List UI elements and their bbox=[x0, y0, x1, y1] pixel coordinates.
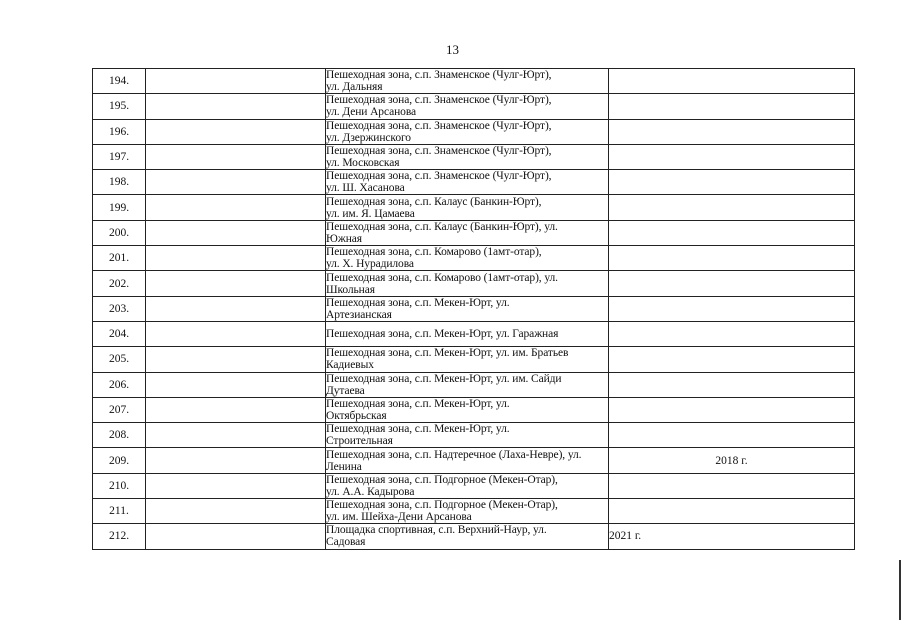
table-row bbox=[93, 473, 855, 498]
row-number: 201. bbox=[93, 246, 146, 271]
completion-year bbox=[609, 347, 855, 372]
description-line-2: Южная bbox=[326, 232, 362, 245]
empty-cell bbox=[146, 94, 326, 119]
completion-year: 2021 г. bbox=[609, 524, 855, 549]
completion-year bbox=[609, 144, 855, 169]
table-row bbox=[93, 69, 855, 94]
table-row bbox=[93, 448, 855, 473]
empty-cell bbox=[146, 423, 326, 448]
row-number: 202. bbox=[93, 271, 146, 296]
empty-cell bbox=[146, 499, 326, 524]
table-row bbox=[93, 144, 855, 169]
completion-year bbox=[609, 195, 855, 220]
table-row bbox=[93, 524, 855, 549]
completion-year bbox=[609, 499, 855, 524]
completion-year bbox=[609, 119, 855, 144]
description-line-1: Пешеходная зона, с.п. Знаменское (Чулг-Юрт), bbox=[326, 69, 552, 82]
object-description bbox=[326, 321, 609, 346]
description-line-2: ул. им. Я. Цамаева bbox=[326, 207, 415, 220]
empty-cell bbox=[146, 220, 326, 245]
object-description bbox=[326, 397, 609, 422]
description-line-1: Пешеходная зона, с.п. Мекен-Юрт, ул. bbox=[326, 398, 510, 410]
row-number: 204. bbox=[93, 321, 146, 346]
completion-year bbox=[609, 94, 855, 119]
object-description bbox=[326, 220, 609, 245]
row-number: 203. bbox=[93, 296, 146, 321]
object-description bbox=[326, 372, 609, 397]
description-line-2: Кадиевых bbox=[326, 359, 374, 372]
object-description bbox=[326, 347, 609, 372]
table-row bbox=[93, 195, 855, 220]
object-description bbox=[326, 271, 609, 296]
completion-year bbox=[609, 170, 855, 195]
description-line-2: ул. Ш. Хасанова bbox=[326, 182, 405, 195]
object-description bbox=[326, 69, 609, 94]
description-line-2: Строительная bbox=[326, 435, 393, 448]
page-number: 13 bbox=[446, 42, 459, 57]
table-row bbox=[93, 119, 855, 144]
table-row bbox=[93, 220, 855, 245]
description-line-2: ул. А.А. Кадырова bbox=[326, 485, 415, 498]
description-line-1: Пешеходная зона, с.п. Знаменское (Чулг-Юрт), bbox=[326, 94, 552, 107]
description-line-2: Дутаева bbox=[326, 384, 365, 397]
object-description bbox=[326, 296, 609, 321]
table-row bbox=[93, 372, 855, 397]
row-number: 198. bbox=[93, 170, 146, 195]
row-number: 209. bbox=[93, 448, 146, 473]
object-description bbox=[326, 195, 609, 220]
empty-cell bbox=[146, 246, 326, 271]
object-description bbox=[326, 94, 609, 119]
row-number: 206. bbox=[93, 372, 146, 397]
row-number: 197. bbox=[93, 144, 146, 169]
description-line-1: Пешеходная зона, с.п. Калаус (Банкин-Юрт), bbox=[326, 195, 542, 208]
empty-cell bbox=[146, 271, 326, 296]
registry-table bbox=[92, 68, 855, 550]
description-line-2: ул. Дальняя bbox=[326, 81, 383, 94]
empty-cell bbox=[146, 321, 326, 346]
row-number: 200. bbox=[93, 220, 146, 245]
object-description bbox=[326, 448, 609, 473]
table-row bbox=[93, 347, 855, 372]
empty-cell bbox=[146, 347, 326, 372]
table-row bbox=[93, 423, 855, 448]
row-number: 207. bbox=[93, 397, 146, 422]
table-row bbox=[93, 271, 855, 296]
completion-year bbox=[609, 423, 855, 448]
object-description bbox=[326, 246, 609, 271]
description-line-2: Артезианская bbox=[326, 308, 392, 321]
empty-cell bbox=[146, 296, 326, 321]
description-line-2: Ленина bbox=[326, 460, 362, 473]
description-line-2: Садовая bbox=[326, 536, 366, 549]
table-row bbox=[93, 94, 855, 119]
empty-cell bbox=[146, 170, 326, 195]
empty-cell bbox=[146, 195, 326, 220]
table-row bbox=[93, 397, 855, 422]
table-row bbox=[93, 499, 855, 524]
empty-cell bbox=[146, 372, 326, 397]
description-line-1: Пешеходная зона, с.п. Мекен-Юрт, ул. им. Сайди bbox=[326, 372, 562, 385]
table-row bbox=[93, 170, 855, 195]
description-line-1: Пешеходная зона, с.п. Подгорное (Мекен-Отар), bbox=[326, 499, 558, 512]
description-line-1: Пешеходная зона, с.п. Комарово (1амт-отар), ул. bbox=[326, 271, 558, 284]
row-number: 196. bbox=[93, 119, 146, 144]
scan-edge-mark bbox=[899, 560, 901, 620]
empty-cell bbox=[146, 69, 326, 94]
description-line-1: Пешеходная зона, с.п. Мекен-Юрт, ул. bbox=[326, 423, 510, 436]
empty-cell bbox=[146, 524, 326, 549]
description-line-1: Пешеходная зона, с.п. Знаменское (Чулг-Юрт), bbox=[326, 119, 552, 132]
description-line-1: Пешеходная зона, с.п. Мекен-Юрт, ул. им. Братьев bbox=[326, 347, 569, 360]
description-line-1: Пешеходная зона, с.п. Калаус (Банкин-Юрт), ул. bbox=[326, 220, 558, 233]
description-line-2: Октябрьская bbox=[326, 410, 387, 422]
row-number: 211. bbox=[93, 499, 146, 524]
row-number: 199. bbox=[93, 195, 146, 220]
empty-cell bbox=[146, 397, 326, 422]
description-line-2: ул. им. Шейха-Дени Арсанова bbox=[326, 511, 472, 524]
description-line-2: ул. Дени Арсанова bbox=[326, 106, 416, 119]
completion-year bbox=[609, 220, 855, 245]
description-line-2: ул. Х. Нурадилова bbox=[326, 258, 414, 271]
description-line-1: Площадка спортивная, с.п. Верхний-Наур, ул. bbox=[326, 524, 547, 537]
completion-year: 2018 г. bbox=[609, 448, 855, 473]
completion-year bbox=[609, 271, 855, 296]
object-description bbox=[326, 144, 609, 169]
completion-year bbox=[609, 473, 855, 498]
row-number: 205. bbox=[93, 347, 146, 372]
row-number: 210. bbox=[93, 473, 146, 498]
empty-cell bbox=[146, 473, 326, 498]
object-description bbox=[326, 170, 609, 195]
description-line-2: ул. Московская bbox=[326, 157, 400, 170]
row-number: 194. bbox=[93, 69, 146, 94]
table-row bbox=[93, 296, 855, 321]
description-line-1: Пешеходная зона, с.п. Знаменское (Чулг-Юрт), bbox=[326, 170, 552, 183]
description-line-2: ул. Дзержинского bbox=[326, 131, 411, 144]
empty-cell bbox=[146, 144, 326, 169]
table-row bbox=[93, 246, 855, 271]
object-description bbox=[326, 473, 609, 498]
object-description bbox=[326, 524, 609, 549]
object-description bbox=[326, 119, 609, 144]
description-line-1: Пешеходная зона, с.п. Комарово (1амт-отар), bbox=[326, 246, 542, 259]
row-number: 195. bbox=[93, 94, 146, 119]
empty-cell bbox=[146, 448, 326, 473]
object-description bbox=[326, 499, 609, 524]
empty-cell bbox=[146, 119, 326, 144]
description-line-1: Пешеходная зона, с.п. Мекен-Юрт, ул. bbox=[326, 296, 510, 309]
completion-year bbox=[609, 296, 855, 321]
completion-year bbox=[609, 69, 855, 94]
description-line-2: Школьная bbox=[326, 283, 375, 296]
completion-year bbox=[609, 246, 855, 271]
completion-year bbox=[609, 372, 855, 397]
row-number: 208. bbox=[93, 423, 146, 448]
completion-year bbox=[609, 397, 855, 422]
description-line-1: Пешеходная зона, с.п. Надтеречное (Лаха-Невре), ул. bbox=[326, 448, 582, 461]
description-line-1: Пешеходная зона, с.п. Мекен-Юрт, ул. Гаражная bbox=[326, 328, 559, 341]
row-number: 212. bbox=[93, 524, 146, 549]
completion-year bbox=[609, 321, 855, 346]
description-line-1: Пешеходная зона, с.п. Подгорное (Мекен-Отар), bbox=[326, 473, 558, 486]
description-line-1: Пешеходная зона, с.п. Знаменское (Чулг-Юрт), bbox=[326, 145, 552, 158]
object-description bbox=[326, 423, 609, 448]
table-row bbox=[93, 321, 855, 346]
